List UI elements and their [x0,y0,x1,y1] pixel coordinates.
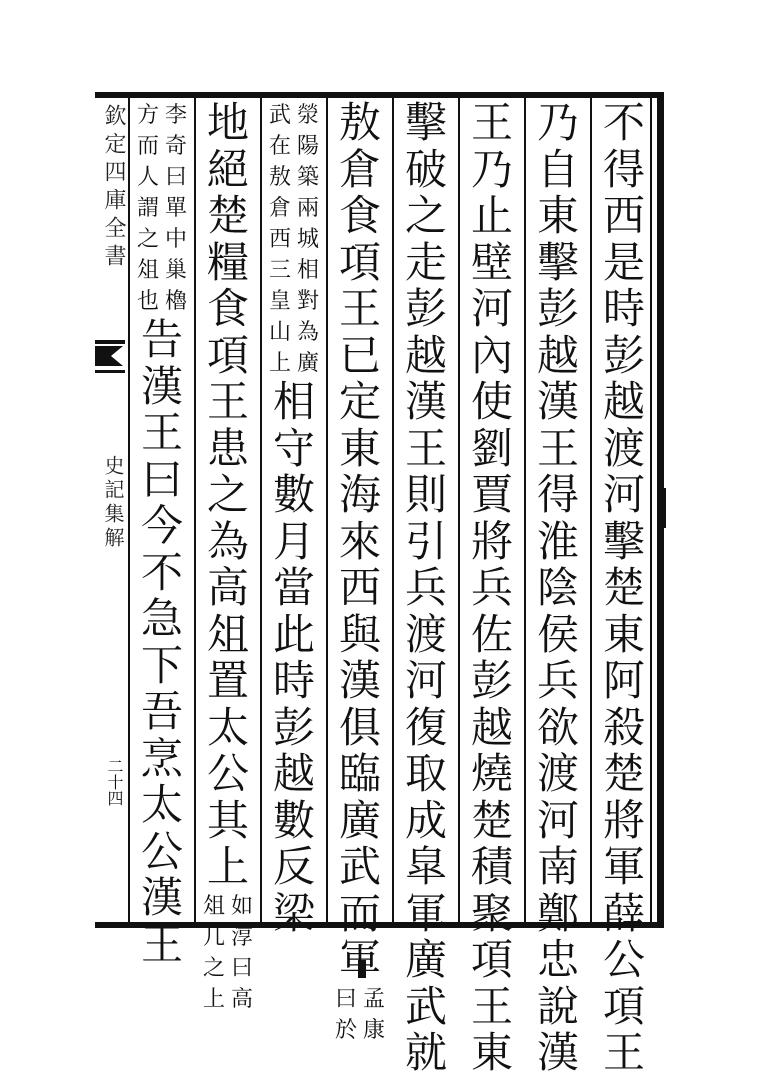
main-text-char: 俎 [206,609,249,659]
main-text-char: 為 [206,516,249,566]
margin-title [96,104,130,272]
main-text-char: 漢 [536,377,579,426]
main-text-char: 王 [140,919,183,969]
main-text-char: 絕 [206,144,249,194]
main-text-char: 破 [404,144,447,194]
annotation-char: 相 [296,258,319,283]
main-text-char: 欲 [536,702,579,752]
annotation-char: 上 [202,986,225,1012]
main-text-char: 不 [602,98,645,147]
annotation-char: 巢 [164,258,187,283]
annotation-glyphs [165,100,187,317]
annotation-char: 淳 [230,924,253,950]
main-text-char: 渡 [602,423,645,473]
text-column-1 [595,100,653,1077]
book-title-text: 史記集解 [101,455,125,551]
main-text-char: 越 [536,330,579,380]
main-text-char: 食 [206,284,249,333]
main-text-char: 上 [206,842,249,891]
main-text-char: 楚 [602,563,645,612]
annotation-line [333,984,359,1046]
annotation-glyphs [363,984,385,1046]
main-text-char: 吾 [140,687,183,736]
main-text-char: 太 [140,780,183,829]
main-text-char: 王 [338,284,381,333]
main-text-char: 太 [206,702,249,752]
main-text-char: 項 [602,981,645,1031]
main-text-char: 彭 [272,702,315,752]
main-text-char: 東 [602,609,645,659]
main-text-char: 已 [338,330,381,380]
column-rule [260,98,262,922]
main-text-char: 薛 [602,888,645,938]
main-text-char: 烹 [140,733,183,783]
main-text-char: 患 [206,423,249,473]
main-text-char: 漢 [140,873,183,922]
page-number [100,758,128,806]
main-text-char: 積 [470,842,513,891]
main-text-char: 食 [338,191,381,240]
main-text-char: 王 [140,408,183,457]
main-text-char: 越 [602,377,645,426]
main-text-char: 月 [272,516,315,566]
annotation-char: 於 [334,1017,357,1043]
main-text-char: 止 [470,191,513,240]
main-text-char: 擊 [602,516,645,566]
text-column-7 [199,100,257,1015]
main-text-char: 公 [140,826,183,876]
main-text-char: 河 [470,284,513,333]
main-text-char: 當 [272,563,315,612]
main-text-char: 數 [272,795,315,845]
annotation-char: 陽 [296,134,319,159]
main-text-char: 東 [338,423,381,473]
main-text-char: 越 [470,702,513,752]
annotation-glyphs [231,891,253,1015]
annotation-glyphs [297,100,319,379]
main-text-char: 賈 [470,470,513,519]
main-text-char: 漢 [140,361,183,411]
margin-title-text: 欽定四庫全書 [101,104,126,272]
main-text-char: 反 [272,842,315,891]
main-text-char: 武 [404,981,447,1031]
text-column-4 [397,100,455,1077]
main-text-char: 項 [206,330,249,380]
main-text-char: 軍 [338,935,381,984]
annotation-line [267,100,293,379]
main-text-char: 漢 [536,1028,579,1077]
main-text-char: 王 [602,1028,645,1077]
main-text-char: 曰 [140,454,183,504]
annotation-char: 奇 [164,134,187,159]
main-text-char: 王 [470,981,513,1031]
main-text-char: 來 [338,516,381,566]
main-text-char: 是 [602,237,645,287]
column-rule [458,98,460,922]
main-text-char: 廣 [338,795,381,845]
main-text-char: 王 [470,98,513,147]
annotation-char: 人 [136,165,159,190]
main-text-char: 時 [272,656,315,705]
main-text-char: 而 [338,888,381,938]
annotation-char: 櫓 [164,289,187,314]
annotation-line [361,984,387,1046]
main-text-char: 劉 [470,423,513,473]
main-text-char: 下 [140,640,183,690]
main-text-char: 復 [404,702,447,752]
annotation-char: 三 [268,258,291,283]
annotation-char: 謂 [136,196,159,221]
main-text-char: 得 [536,470,579,519]
annotation-char: 單 [164,196,187,221]
main-text-char: 梁 [272,888,315,938]
main-text-char: 軍 [602,842,645,891]
main-text-char: 河 [536,795,579,845]
main-text-char: 此 [272,609,315,659]
main-text-char: 走 [404,237,447,287]
main-text-char: 西 [602,191,645,240]
annotation-char: 方 [136,103,159,128]
main-text-char: 武 [338,842,381,891]
main-text-char: 公 [206,749,249,798]
main-text-char: 時 [602,284,645,333]
annotation-char: 滎 [296,103,319,128]
main-text-char: 敖 [338,98,381,147]
main-text-char: 成 [404,795,447,845]
annotation-pair [267,100,321,379]
main-text-char: 越 [272,749,315,798]
annotation-char: 上 [268,351,291,376]
annotation-glyphs [335,984,357,1046]
annotation-char: 在 [268,134,291,159]
column-rule [326,98,328,922]
main-text-char: 自 [536,144,579,194]
main-text-char: 糧 [206,237,249,287]
main-text-char: 王 [536,423,579,473]
annotation-char: 如 [230,893,253,919]
main-text-char: 皐 [404,842,447,891]
column-rule [392,98,394,922]
annotation-glyphs [269,100,291,379]
main-text-char: 鄭 [536,888,579,938]
page-number-text: 二十四 [105,758,124,806]
main-text-char: 得 [602,144,645,194]
main-text-char: 擊 [404,98,447,147]
main-text-char: 擊 [536,237,579,287]
main-text-glyphs [603,100,645,1077]
main-text-char: 彭 [602,330,645,380]
main-text-char: 兵 [404,563,447,612]
main-text-char: 與 [338,609,381,659]
main-text-char: 彭 [470,656,513,705]
annotation-char: 倉 [268,196,291,221]
main-text-char: 淮 [536,516,579,566]
main-text-char: 南 [536,842,579,891]
main-text-char: 其 [206,795,249,845]
main-text-char: 兵 [470,563,513,612]
annotation-char: 中 [164,227,187,252]
annotation-char: 俎 [202,893,225,919]
column-rule [590,98,592,922]
main-text-char: 說 [536,981,579,1031]
main-text-char: 將 [602,795,645,845]
main-text-char: 壁 [470,237,513,287]
annotation-char: 曰 [230,955,253,981]
main-text-char: 則 [404,470,447,519]
annotation-char: 俎 [136,258,159,283]
main-text-char: 引 [404,516,447,566]
main-text-char: 就 [404,1028,447,1077]
annotation-char: 武 [268,103,291,128]
main-text-char: 項 [338,237,381,287]
annotation-char: 也 [136,289,159,314]
main-text-char: 燒 [470,749,513,798]
annotation-char: 几 [202,924,225,950]
main-text-char: 漢 [404,377,447,426]
main-text-char: 倉 [338,144,381,194]
annotation-char: 曰 [164,165,187,190]
main-text-char: 彭 [404,284,447,333]
annotation-char: 城 [296,227,319,252]
annotation-char: 高 [230,986,253,1012]
text-column-8 [133,100,191,968]
main-text-char: 軍 [404,888,447,938]
margin-book-title [96,455,130,551]
main-text-char: 守 [272,423,315,473]
main-text-glyphs [207,100,249,891]
main-text-char: 取 [404,749,447,798]
annotation-glyphs [203,891,225,1015]
main-text-char: 數 [272,470,315,519]
main-text-char: 楚 [470,795,513,845]
main-text-char: 楚 [602,749,645,798]
main-text-char: 西 [338,563,381,612]
annotation-line [201,891,227,1015]
main-text-char: 不 [140,547,183,597]
annotation-line [229,891,255,1015]
annotation-char: 築 [296,165,319,190]
annotation-char: 對 [296,289,319,314]
main-text-char: 相 [272,377,315,426]
main-text-char: 俱 [338,702,381,752]
main-text-char: 之 [404,191,447,240]
main-text-char: 乃 [470,144,513,194]
main-text-char: 殺 [602,702,645,752]
main-text-char: 彭 [536,284,579,333]
edge-notch [660,488,666,528]
main-text-glyphs [339,100,381,984]
annotation-pair [135,100,189,317]
annotation-glyphs [137,100,159,317]
fishtail-mark [95,340,125,374]
main-text-char: 海 [338,470,381,519]
main-text-char: 河 [404,656,447,705]
main-text-char: 聚 [470,888,513,938]
main-text-char: 河 [602,470,645,519]
main-text-char: 今 [140,501,183,550]
annotation-line [135,100,161,317]
annotation-char: 孟 [362,986,385,1012]
annotation-char: 而 [136,134,159,159]
annotation-char: 康 [362,1017,385,1043]
annotation-pair [201,891,255,1015]
main-text-char: 之 [206,470,249,519]
main-text-glyphs [273,379,315,937]
main-text-char: 渡 [536,749,579,798]
main-text-glyphs [141,317,183,968]
annotation-char: 皇 [268,289,291,314]
main-text-char: 漢 [338,656,381,705]
main-text-char: 使 [470,377,513,426]
main-text-char: 侯 [536,609,579,659]
text-column-3 [463,100,521,1077]
main-text-char: 忠 [536,935,579,984]
main-text-char: 臨 [338,749,381,798]
annotation-char: 兩 [296,196,319,221]
main-text-char: 置 [206,656,249,705]
annotation-char: 廣 [296,351,319,376]
main-text-char: 高 [206,563,249,612]
main-text-glyphs [537,100,579,1077]
main-text-char: 乃 [536,98,579,147]
main-text-glyphs [405,100,447,1077]
annotation-char: 山 [268,320,291,345]
main-text-char: 兵 [536,656,579,705]
main-text-glyphs [471,100,513,1077]
main-text-char: 阿 [602,656,645,705]
main-text-char: 東 [470,1028,513,1077]
annotation-char: 曰 [334,986,357,1012]
main-text-char: 東 [536,191,579,240]
main-text-char: 楚 [206,191,249,240]
main-text-char: 告 [140,315,183,364]
main-text-char: 項 [470,935,513,984]
main-text-char: 渡 [404,609,447,659]
annotation-char: 敖 [268,165,291,190]
annotation-char: 李 [164,103,187,128]
main-text-char: 廣 [404,935,447,984]
main-text-char: 急 [140,594,183,643]
main-text-char: 將 [470,516,513,566]
main-text-char: 越 [404,330,447,380]
annotation-char: 之 [202,955,225,981]
column-rule [524,98,526,922]
annotation-line [163,100,189,317]
main-text-char: 佐 [470,609,513,659]
main-text-char: 定 [338,377,381,426]
text-column-6 [265,100,323,937]
annotation-line [295,100,321,379]
annotation-pair [333,984,387,1046]
main-text-char: 內 [470,330,513,380]
main-text-char: 王 [206,377,249,426]
annotation-char: 為 [296,320,319,345]
main-text-char: 地 [206,98,249,147]
annotation-char: 西 [268,227,291,252]
main-text-char: 王 [404,423,447,473]
column-rule [194,98,196,922]
main-text-char: 陰 [536,563,579,612]
text-column-2 [529,100,587,1077]
main-text-char: 公 [602,935,645,984]
text-column-5 [331,100,389,1046]
annotation-char: 之 [136,227,159,252]
